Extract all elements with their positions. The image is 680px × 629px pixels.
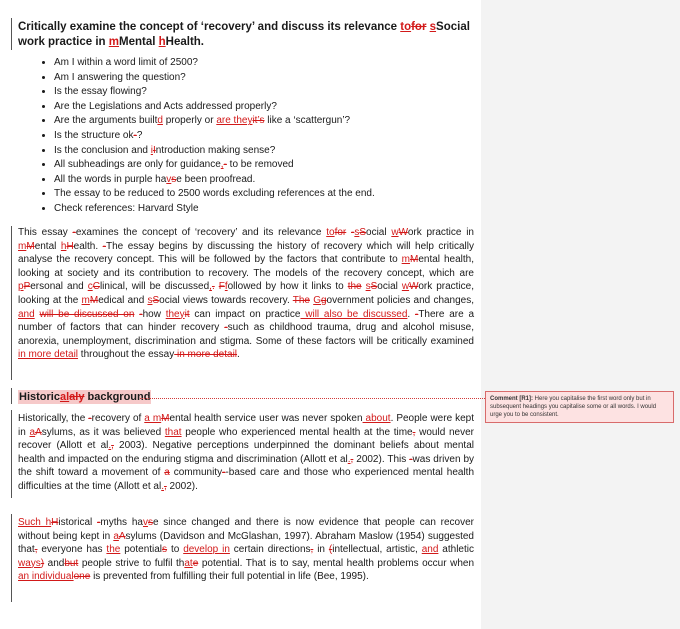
tracked-delete: , bbox=[310, 544, 314, 556]
tracked-insert: s bbox=[429, 21, 437, 33]
body-text: 2002). bbox=[166, 480, 198, 492]
tracked-insert: at bbox=[184, 557, 193, 569]
body-text: is prevented from fulfilling their full potential in life (Bee, 1995). bbox=[90, 571, 369, 583]
essay-title[interactable] bbox=[18, 20, 473, 50]
change-bar bbox=[11, 18, 12, 50]
checklist-item[interactable] bbox=[54, 144, 509, 159]
body-text: ersonal and bbox=[30, 281, 88, 293]
body-text: ocial bbox=[366, 227, 392, 238]
body-text: and bbox=[44, 557, 65, 569]
tracked-insert: m bbox=[81, 294, 90, 306]
tracked-delete: , bbox=[164, 480, 167, 492]
tracked-delete: - bbox=[223, 159, 227, 171]
body-text: potential bbox=[120, 544, 163, 556]
tracked-delete: but bbox=[64, 557, 79, 569]
title-text: Social work practice in bbox=[18, 21, 470, 48]
comment-label: Comment [R1]: bbox=[490, 396, 533, 402]
tracked-insert: and bbox=[18, 308, 35, 320]
tracked-delete: M bbox=[26, 240, 35, 252]
checklist-text: to be removed bbox=[226, 159, 294, 171]
body-text: myths ha bbox=[100, 517, 143, 528]
tracked-delete: S bbox=[152, 294, 160, 306]
tracked-insert: . bbox=[108, 440, 112, 452]
tracked-delete: M bbox=[409, 254, 419, 266]
body-text: recovery of bbox=[91, 413, 145, 424]
tracked-insert: the bbox=[106, 544, 121, 556]
body-text: . People were kept in bbox=[18, 413, 475, 438]
body-text: to bbox=[167, 544, 184, 556]
checklist-item[interactable] bbox=[54, 173, 509, 188]
tracked-delete: ( bbox=[328, 544, 333, 556]
body-text: examines the concept of ‘recovery’ and its relevance bbox=[75, 227, 327, 238]
body-text: throughout the essay bbox=[78, 349, 175, 361]
checklist-text: Is the structure ok bbox=[54, 129, 134, 141]
tracked-insert: Such h bbox=[18, 517, 52, 528]
tracked-delete: - bbox=[88, 413, 92, 424]
tracked-delete: - bbox=[133, 129, 137, 141]
tracked-delete: will be discussed on bbox=[39, 308, 135, 320]
body-text: Historically, the bbox=[18, 413, 89, 424]
body-text: intellectual, artistic, bbox=[332, 544, 422, 556]
body-text: people who experienced mental health at the time bbox=[181, 426, 413, 438]
tracked-delete: I bbox=[152, 144, 156, 156]
tracked-delete: it bbox=[184, 308, 190, 320]
checklist-text: Are the Legislations and Acts addressed properly? bbox=[54, 100, 277, 112]
heading-text: Historic bbox=[19, 391, 60, 403]
tracked-delete: e bbox=[192, 557, 199, 569]
tracked-delete: A bbox=[35, 426, 42, 438]
tracked-delete: g bbox=[320, 294, 327, 306]
tracked-delete: H bbox=[51, 517, 59, 528]
tracked-insert: s bbox=[147, 294, 153, 306]
checklist-item[interactable] bbox=[54, 202, 509, 217]
tracked-insert: . bbox=[161, 480, 164, 492]
tracked-delete: - bbox=[97, 517, 101, 528]
tracked-insert: h bbox=[60, 240, 67, 252]
body-text: ocial bbox=[377, 281, 402, 293]
tracked-delete: F bbox=[218, 281, 225, 293]
title-text: Mental bbox=[119, 36, 159, 48]
checklist-item[interactable] bbox=[54, 85, 509, 100]
tracked-delete: , bbox=[34, 544, 38, 556]
tracked-delete: - bbox=[139, 308, 143, 320]
change-bar bbox=[11, 410, 12, 498]
tracked-insert: m bbox=[108, 36, 119, 48]
tracked-delete: for bbox=[334, 227, 347, 238]
tracked-insert: i bbox=[150, 144, 153, 156]
tracked-delete: - bbox=[222, 467, 226, 479]
tracked-delete: one bbox=[73, 571, 91, 583]
tracked-insert: a bbox=[29, 426, 36, 438]
body-text: can impact on practice bbox=[189, 308, 301, 320]
checklist-text: like a ‘scattergun’? bbox=[264, 115, 351, 127]
tracked-insert: m bbox=[401, 254, 410, 266]
tracked-insert: an individual bbox=[18, 571, 74, 583]
tracked-delete: - bbox=[414, 308, 419, 320]
body-text: was driven by the shift toward a movement of bbox=[18, 453, 475, 479]
body-text: sylums, as it was believed bbox=[41, 426, 165, 438]
tracked-insert: v bbox=[166, 173, 172, 185]
tracked-insert: are they bbox=[216, 115, 253, 127]
tracked-delete: M bbox=[89, 294, 99, 306]
body-text: ental health, looking at society and its contribution to recovery. The models of the recovery concept, which are bbox=[18, 254, 474, 279]
body-text: ental health service user was never spoken bbox=[169, 413, 363, 424]
body-text: 2003). Negative perceptions underpinned the dominant beliefs about mental health and impacted on the enduring stigma and discrimination (Allott et al bbox=[18, 440, 474, 465]
tracked-insert: that bbox=[164, 426, 182, 438]
tracked-delete: S bbox=[370, 281, 378, 293]
body-text: -based care and those who experienced mental health difficulties at the time (Allott et al bbox=[18, 467, 475, 492]
tracked-delete: s bbox=[162, 544, 168, 556]
checklist-item[interactable] bbox=[54, 158, 509, 173]
comment-balloon[interactable] bbox=[485, 391, 674, 423]
tracked-delete: - bbox=[72, 227, 76, 238]
tracked-delete: in more detail bbox=[174, 349, 238, 361]
tracked-delete: aly bbox=[69, 391, 85, 403]
body-text: There are a number of factors that can hinder recovery bbox=[18, 308, 475, 334]
tracked-insert: develop in bbox=[183, 544, 230, 556]
body-text: linical, will be discussed bbox=[99, 281, 210, 293]
tracked-insert: al bbox=[59, 391, 70, 403]
tracked-insert: to bbox=[400, 21, 412, 33]
body-text: ork practice in bbox=[407, 227, 474, 238]
body-text: ork practice, looking at the bbox=[18, 281, 475, 306]
tracked-insert: p bbox=[18, 281, 24, 293]
body-text: ocial views towards recovery. bbox=[159, 294, 293, 306]
tracked-delete: , bbox=[350, 453, 354, 465]
body-text: such as childhood trauma, drug and alcohol misuse, anorexia, unemployment, discrimination and stigma. Some of these factors will be critically examined bbox=[18, 322, 474, 347]
tracked-delete: M bbox=[161, 413, 170, 424]
checklist-item[interactable] bbox=[54, 187, 509, 202]
checklist-text: Is the essay flowing? bbox=[54, 86, 147, 98]
tracked-delete: H bbox=[66, 240, 74, 252]
tracked-insert: to bbox=[326, 227, 335, 238]
tracked-delete: s bbox=[147, 517, 153, 528]
body-text: . bbox=[407, 308, 415, 320]
tracked-insert: , bbox=[209, 281, 212, 293]
change-bar bbox=[11, 226, 12, 380]
tracked-delete: - bbox=[351, 227, 355, 238]
body-text: overnment policies and changes, bbox=[326, 294, 475, 306]
myths-paragraph[interactable] bbox=[18, 516, 474, 584]
body-text: how bbox=[142, 308, 166, 320]
body-text: This essay bbox=[18, 227, 73, 238]
checklist-text: ? bbox=[136, 129, 143, 141]
tracked-insert: . bbox=[347, 453, 351, 465]
tracked-delete: it’s bbox=[252, 115, 265, 127]
checklist-text: The essay to be reduced to 2500 words excluding references at the end. bbox=[54, 188, 375, 200]
tracked-insert: a m bbox=[144, 413, 162, 424]
body-text: in bbox=[313, 544, 329, 556]
checklist-item[interactable] bbox=[54, 56, 509, 71]
checklist-text: Am I within a word limit of 2500? bbox=[54, 57, 198, 68]
checklist-item[interactable] bbox=[54, 114, 509, 129]
body-text: people strive to fulfil th bbox=[78, 557, 185, 569]
tracked-delete: , bbox=[412, 426, 416, 438]
history-paragraph[interactable] bbox=[18, 412, 474, 494]
tracked-insert: c bbox=[87, 281, 93, 293]
comment-margin-pane bbox=[481, 0, 680, 629]
body-text: athletic bbox=[438, 544, 474, 556]
change-bar bbox=[11, 388, 12, 404]
body-text: . bbox=[237, 349, 240, 361]
checklist-text: Is the conclusion and bbox=[54, 144, 151, 156]
tracked-insert: about bbox=[362, 413, 391, 424]
tracked-insert: w bbox=[401, 281, 410, 293]
tracked-insert: a bbox=[113, 530, 119, 542]
tracked-delete: - bbox=[102, 240, 106, 252]
title-text: Critically examine the concept of ‘recovery’ and discuss its relevance bbox=[18, 21, 401, 33]
tracked-delete: W bbox=[409, 281, 419, 293]
change-bar bbox=[11, 514, 12, 602]
comment-anchor-line bbox=[140, 398, 485, 399]
tracked-insert: in more detail bbox=[18, 349, 79, 361]
tracked-insert: d bbox=[157, 115, 163, 127]
checklist-text: All subheadings are only for guidance bbox=[54, 159, 221, 171]
tracked-delete: W bbox=[398, 227, 408, 238]
tracked-delete: - bbox=[224, 322, 228, 334]
tracked-delete: P bbox=[23, 281, 31, 293]
tracked-insert: will also be discussed bbox=[300, 308, 408, 320]
tracked-delete: The bbox=[292, 294, 310, 306]
tracked-delete: , bbox=[111, 440, 114, 452]
body-text: 2002). This bbox=[353, 453, 410, 465]
tracked-insert: s bbox=[365, 281, 371, 293]
intro-paragraph[interactable] bbox=[18, 226, 474, 362]
title-text: Health. bbox=[165, 36, 204, 48]
tracked-delete: A bbox=[118, 530, 126, 542]
checklist-text: Am I answering the question? bbox=[54, 71, 186, 83]
body-text: sylums (Davidson and McGlashan, 1997). Abraham Maslow (1954) suggested that bbox=[18, 530, 474, 556]
tracked-insert: ways bbox=[18, 557, 41, 569]
tracked-delete: the bbox=[347, 281, 362, 293]
tracked-insert: f bbox=[224, 281, 228, 293]
body-text: istorical bbox=[58, 517, 98, 528]
body-text: certain directions bbox=[229, 544, 311, 556]
section-heading[interactable] bbox=[18, 390, 151, 404]
tracked-insert: , bbox=[220, 159, 224, 171]
checklist-text: Are the arguments built bbox=[54, 115, 158, 127]
body-text: e since changed and there is now evidence that people can recover without being kept in bbox=[18, 517, 474, 542]
body-text: ollowed by how it links to bbox=[227, 281, 348, 293]
tracked-insert: G bbox=[313, 294, 321, 306]
body-text: ealth. bbox=[73, 240, 103, 252]
tracked-delete: . bbox=[211, 281, 215, 293]
body-text: The essay begins by discussing the history of recovery which will help critically analyse the recovery concept. This will be followed by the factors that contribute to bbox=[18, 240, 474, 266]
checklist-item[interactable] bbox=[54, 71, 509, 86]
tracked-delete: for bbox=[411, 21, 427, 33]
body-text: everyone has bbox=[37, 544, 107, 556]
checklist[interactable] bbox=[18, 56, 509, 217]
tracked-delete: ) bbox=[40, 557, 45, 569]
checklist-text: e been proofread. bbox=[176, 173, 256, 185]
tracked-insert: they bbox=[165, 308, 185, 320]
tracked-delete: s bbox=[171, 173, 177, 185]
checklist-item[interactable] bbox=[54, 129, 509, 144]
body-text: potential. That is to say, mental health problems occur when bbox=[198, 557, 475, 569]
tracked-insert: m bbox=[18, 240, 27, 252]
body-text: edical and bbox=[98, 294, 148, 306]
checklist-item[interactable] bbox=[54, 100, 509, 115]
tracked-insert: and bbox=[421, 544, 439, 556]
body-text: would never recover (Allott et al bbox=[18, 426, 474, 452]
body-text: ental bbox=[34, 240, 61, 252]
checklist-text: All the words in purple ha bbox=[54, 173, 167, 185]
tracked-delete: - bbox=[409, 453, 413, 465]
body-text: community bbox=[169, 467, 223, 479]
comment-text: Here you capitalise the first word only but in subsequent headings you capitalise some or all words. I would urge you to be consistent. bbox=[490, 396, 657, 418]
checklist-text: ntroduction making sense? bbox=[155, 144, 276, 156]
tracked-insert: w bbox=[391, 227, 399, 238]
checklist-text: Check references: Harvard Style bbox=[54, 202, 199, 214]
checklist-text: properly or bbox=[162, 115, 217, 127]
tracked-insert: s bbox=[354, 227, 360, 238]
tracked-insert: h bbox=[158, 36, 166, 48]
heading-text: background bbox=[84, 391, 151, 403]
tracked-delete: S bbox=[359, 227, 367, 238]
tracked-insert: v bbox=[142, 517, 148, 528]
tracked-delete: a bbox=[164, 467, 170, 479]
tracked-delete: C bbox=[92, 281, 100, 293]
